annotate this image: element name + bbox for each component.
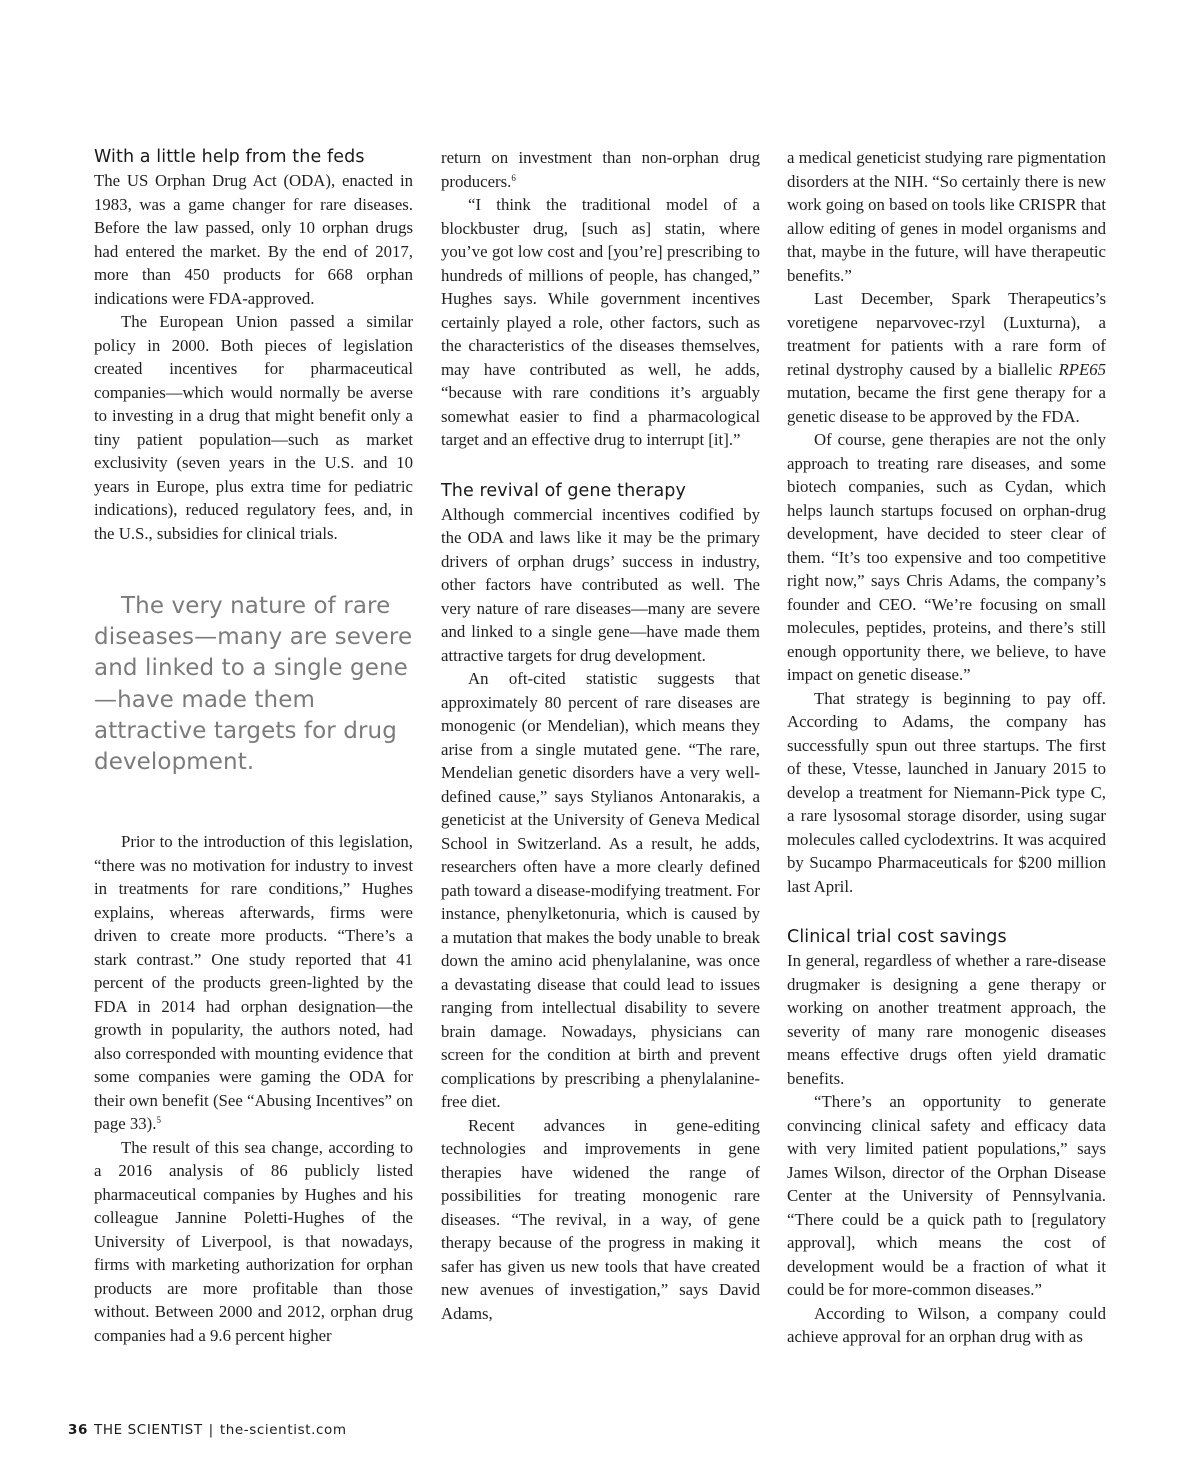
body-paragraph: An oft-cited statistic suggests that approximately 80 percent of rare diseases are monogenic (or Mendelian), which means they arise from a single mutated gene. “The rare, Mendelian genetic disorders have a very well-defined cause,” says Stylianos Antonarakis, a geneticist at the University of Geneva Medical School in Switzerland. As a result, he adds, researchers often have a more clearly defined path toward a disease-modifying treatment. For instance, phenylketonuria, which is caused by a mutation that makes the body unable to break down the amino acid phenylalanine, was once a devastating disease that could lead to issues ranging from intellectual disability to severe brain damage. Nowadays, physicians can screen for the condition at birth and prevent complications by prescribing a phenylalanine-free diet. (441, 669, 760, 1111)
body-paragraph: According to Wilson, a company could achieve approval for an orphan drug with as (787, 1303, 1106, 1346)
body-paragraph: In general, regardless of whether a rare-disease drugmaker is designing a gene therapy or working on another treatment approach, the severity of many rare monogenic diseases means effective drugs often yield dramatic benefits. (787, 951, 1106, 1088)
body-paragraph: “There’s an opportunity to generate convincing clinical safety and efficacy data with very limited patient populations,” says James Wilson, director of the Orphan Disease Center at the University of Pennsylvania. “There could be a quick path to [regulatory approval], which means the cost of development would be a fraction of what it could be for more-common diseases.” (787, 1092, 1106, 1299)
section-heading: Clinical trial cost savings (787, 927, 1007, 947)
body-paragraph: return on investment than non-orphan drug producers.$^6$ (441, 148, 760, 191)
page-number: 36 (68, 1422, 88, 1438)
section-heading: With a little help from the feds (94, 147, 365, 167)
footnote-ref: 6 (511, 172, 516, 183)
spacer (94, 778, 413, 830)
section-heading: The revival of gene therapy (441, 480, 686, 501)
footnote-ref: 5 (156, 1115, 161, 1126)
page-footer (68, 1422, 347, 1438)
body-paragraph: a medical geneticist studying rare pigmentation disorders at the NIH. “So certainly there is new work going on based on tools like CRISPR that allow editing of genes in model organisms and that, maybe in the future, will have therapeutic benefits.” (787, 148, 1106, 285)
column-3 (787, 146, 1106, 1349)
column-1 (94, 146, 413, 1347)
spacer (787, 898, 1106, 926)
body-paragraph: That strategy is beginning to pay off. According to Adams, the company has successfully spun out three startups. The first of these, Vtesse, launched in January 2015 to develop a treatment for Niemann-Pick type C, a rare lysosomal storage disorder, using sugar molecules called cyclodextrins. It was acquired by Sucampo Pharmaceuticals for $200 million last April. (787, 688, 1106, 896)
website-url: the-scientist.com (219, 1422, 347, 1438)
body-paragraph: “I think the traditional model of a blockbuster drug, [such as] statin, where you’ve got low cost and [you’re] prescribing to hundreds of millions of people, has changed,” Hughes says. While government incentives certainly played a role, other factors, such as the characteristics of the diseases themselves, may have contributed as well, he adds, “because with rare conditions it’s arguably somewhat easier to find a pharmacological target and an effective drug to interrupt [it].” (441, 195, 760, 449)
gene-name: RPE65 (1058, 359, 1106, 379)
body-paragraph: Last December, Spark Therapeutics’s voretigene neparvovec-rzyl (Luxturna), a treatment for patients with a rare form of retinal dystrophy caused by a biallelic RPE65 mutation, became the first gene therapy for a genetic disease to be approved by the FDA. (787, 289, 1106, 426)
body-paragraph: Recent advances in gene-editing technologies and improvements in gene therapies have widened the range of possibilities for treating monogenic rare diseases. “The revival, in a way, of gene therapy because of the progress in making it safer has given us new tools that have created new avenues of investigation,” says David Adams, (441, 1115, 760, 1323)
body-paragraph: Of course, gene therapies are not the only approach to treating rare diseases, and some biotech companies, such as Cydan, which helps launch startups focused on orphan-drug development, have decided to steer clear of them. “It’s too expensive and too competitive right now,” says Chris Adams, the company’s founder and CEO. “We’re focusing on small molecules, peptides, proteins, and there’s still enough opportunity there, we believe, to have impact on genetic disease.” (787, 430, 1106, 684)
spacer (441, 452, 760, 480)
body-paragraph: The result of this sea change, according to a 2016 analysis of 86 publicly listed pharmaceutical companies by Hughes and his colleague Jannine Poletti-Hughes of the University of Liverpool, is that nowadays, firms with marketing authorization for orphan products are more profitable than those without. Between 2000 and 2012, orphan drug companies had a 9.6 percent higher (94, 1137, 413, 1345)
body-paragraph: Prior to the introduction of this legislation, “there was no motivation for industry to invest in treatments for rare conditions,” Hughes explains, whereas afterwards, firms were driven to create more products. “There’s a stark contrast.” One study reported that 41 percent of the products green-lighted by the FDA in 2014 had orphan designation—the growth in popularity, the authors noted, had also corresponded with mounting evidence that some companies were gaming the ODA for their own benefit (See “Abusing Incentives” on page 33).$^5$ (94, 832, 413, 1134)
body-paragraph: The European Union passed a similar policy in 2000. Both pieces of legislation created incentives for pharmaceutical companies—which would normally be averse to investing in a drug that might benefit only a tiny patient population—such as market exclusivity (seven years in the U.S. and 10 years in Europe, plus extra time for pediatric indications), reduced regulatory fees, and, in the U.S., subsidies for clinical trials. (94, 312, 413, 543)
body-paragraph: The US Orphan Drug Act (ODA), enacted in 1983, was a game changer for rare diseases. Before the law passed, only 10 orphan drugs had entered the market. By the end of 2017, more than 450 products for 668 orphan indications were FDA-approved. (94, 171, 413, 308)
footer-separator: | (208, 1422, 214, 1438)
body-paragraph: Although commercial incentives codified by the ODA and laws like it may be the primary drivers of orphan drugs’ success in industry, other factors have contributed as well. The very nature of rare diseases—many are severe and linked to a single gene—have made them attractive targets for drug development. (441, 504, 760, 665)
magazine-name: THE SCIENTIST (94, 1422, 203, 1438)
column-2 (441, 146, 760, 1325)
spacer (94, 545, 413, 591)
pull-quote: The very nature of rare diseases—many are severe and linked to a single gene—have made them attractive targets for drug development. (94, 593, 413, 776)
